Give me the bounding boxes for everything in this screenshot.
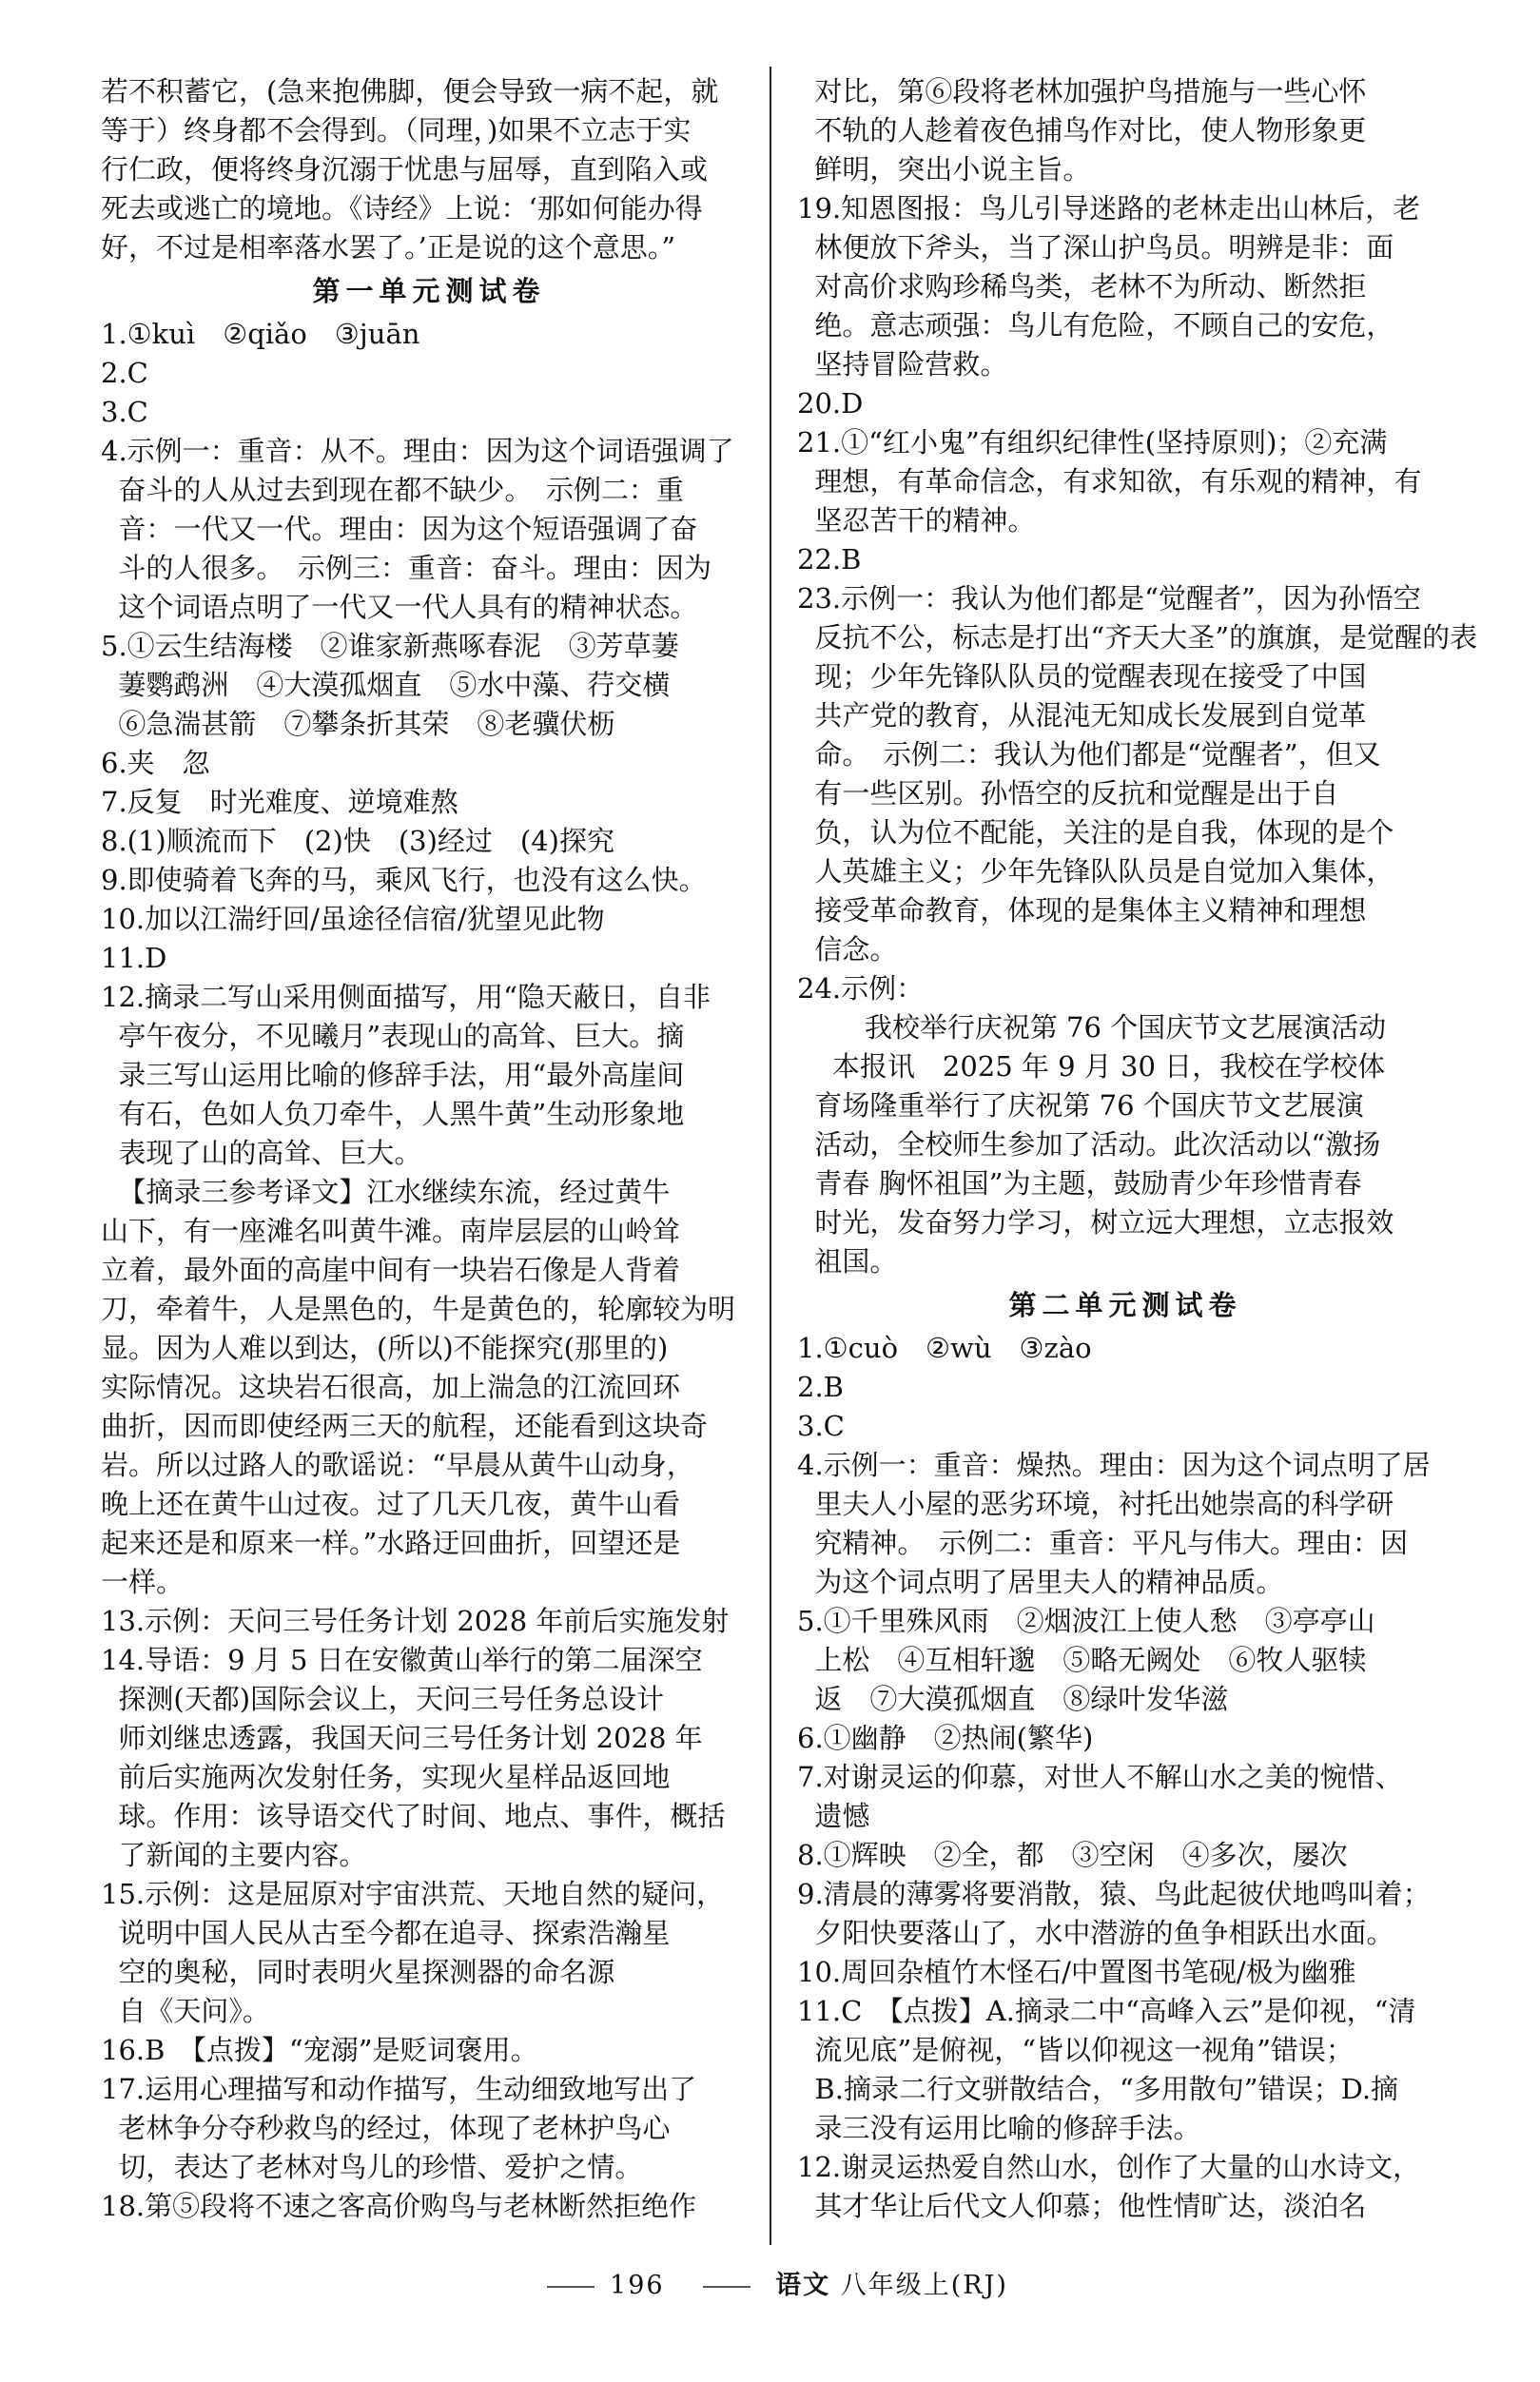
text-line: 3.C [797, 1410, 845, 1442]
text-line: 11.D [101, 942, 167, 974]
text-line: 1.①kuì ②qiǎo ③juān [101, 318, 420, 350]
text-line: 亭午夜分，不见曦月”表现山的高耸、巨大。摘 [101, 1020, 685, 1052]
text-line: 究精神。 示例二：重音：平凡与伟大。理由：因 [797, 1527, 1408, 1559]
text-line: 接受革命教育，体现的是集体主义精神和理想 [797, 894, 1367, 927]
page-footer [0, 2264, 1540, 2301]
text-line: 这个词语点明了一代又一代人具有的精神状态。 [101, 591, 698, 623]
text-line: 刀，牵着牛，人是黑色的，牛是黄色的，轮廓较为明 [101, 1293, 736, 1325]
text-line: 14.导语：9 月 5 日在安徽黄山举行的第二届深空 [101, 1644, 703, 1676]
text-line: 9.清晨的薄雾将要消散，猿、鸟此起彼伏地鸣叫着； [797, 1878, 1431, 1910]
text-line: 2.B [797, 1371, 844, 1403]
text-line: 13.示例：天问三号任务计划 2028 年前后实施发射 [101, 1605, 730, 1637]
text-line: 为这个词点明了居里夫人的精神品质。 [797, 1566, 1284, 1598]
text-line: 12.摘录二写山采用侧面描写，用“隐天蔽日，自非 [101, 981, 711, 1013]
text-line: 8.①辉映 ②全，都 ③空闲 ④多次，屡次 [797, 1839, 1348, 1871]
text-line: 奋斗的人从过去到现在都不缺少。 示例二：重 [101, 474, 684, 506]
text-line: 7.对谢灵运的仰慕，对世人不解山水之美的惋惜、 [797, 1761, 1403, 1793]
text-line: 本报讯 2025 年 9 月 30 日，我校在学校体 [797, 1050, 1386, 1083]
text-line: 遗憾 [797, 1800, 870, 1832]
text-line: 24.示例： [797, 972, 925, 1005]
text-line: 探测(天都)国际会议上，天问三号任务总设计 [101, 1683, 665, 1715]
text-line: 老林争分夺秒救鸟的经过，体现了老林护鸟心 [101, 2112, 671, 2144]
right-column [797, 72, 1478, 2226]
text-line: 表现了山的高耸、巨大。 [101, 1137, 422, 1169]
text-line: 前后实施两次发射任务，实现火星样品返回地 [101, 1761, 671, 1793]
text-line: 对高价求购珍稀鸟类，老林不为所动、断然拒 [797, 270, 1367, 303]
text-line: 5.①千里殊风雨 ②烟波江上使人愁 ③亭亭山 [797, 1605, 1375, 1637]
text-line: 说明中国人民从古至今都在追寻、探索浩瀚星 [101, 1917, 671, 1949]
text-line: 17.运用心理描写和动作描写，生动细致地写出了 [101, 2073, 697, 2105]
text-line: 其才华让后代文人仰慕；他性情旷达，淡泊名 [797, 2190, 1367, 2222]
text-line: 坚忍苦干的精神。 [797, 504, 1036, 537]
section-heading: 第一单元测试卷 [312, 275, 546, 307]
text-line: 21.①“红小鬼”有组织纪律性(坚持原则)；②充满 [797, 426, 1388, 459]
text-line: 19.知恩图报：鸟儿引导迷路的老林走出山林后，老 [797, 192, 1421, 225]
text-line: 7.反复 时光难度、逆境难熬 [101, 786, 458, 818]
text-line: 对比，第⑥段将老林加强护鸟措施与一些心怀 [797, 75, 1367, 107]
text-line: 不轨的人趁着夜色捕鸟作对比，使人物形象更 [797, 114, 1367, 146]
text-line: 录三没有运用比喻的修辞手法。 [797, 2112, 1201, 2144]
text-line: 坚持冒险营救。 [797, 348, 1008, 381]
text-line: 岩。所以过路人的歌谣说：“早晨从黄牛山动身， [101, 1449, 694, 1481]
text-line: 绝。意志顽强：鸟儿有危险，不顾自己的安危， [797, 309, 1394, 342]
text-line: 10.周回杂植竹木怪石/中置图书笔砚/极为幽雅 [797, 1956, 1356, 1988]
text-line: 【摘录三参考译文】江水继续东流，经过黄牛 [101, 1176, 671, 1208]
text-line: 6.①幽静 ②热闹(繁华) [797, 1722, 1094, 1754]
text-line: 时光，发奋努力学习，树立远大理想，立志报效 [797, 1206, 1394, 1239]
text-line: 显。因为人难以到达，(所以)不能探究(那里的) [101, 1332, 669, 1364]
text-line: 里夫人小屋的恶劣环境，衬托出她崇高的科学研 [797, 1488, 1394, 1520]
section-heading: 第二单元测试卷 [1008, 1289, 1242, 1321]
text-line: 返 ⑦大漠孤烟直 ⑧绿叶发华滋 [797, 1683, 1229, 1715]
text-line: 一样。 [101, 1566, 185, 1598]
text-line: 山下，有一座滩名叫黄牛滩。南岸层层的山岭耸 [101, 1215, 681, 1247]
text-line: 录三写山运用比喻的修辞手法，用“最外高崖间 [101, 1059, 685, 1091]
text-line: 晚上还在黄牛山过夜。过了几天几夜，黄牛山看 [101, 1488, 681, 1520]
left-column [101, 72, 757, 2226]
text-line: ⑥急湍甚箭 ⑦攀条折其荣 ⑧老骥伏枥 [101, 708, 615, 740]
text-line: 曲折，因而即使经两三天的航程，还能看到这块奇 [101, 1410, 709, 1442]
text-line: 22.B [797, 543, 862, 576]
text-line: 斗的人很多。 示例三：重音：奋斗。理由：因为 [101, 552, 712, 584]
text-line: 死去或逃亡的境地。《诗经》上说：‘那如何能办得 [101, 192, 703, 225]
text-line: 负，认为位不配能，关注的是自我，体现的是个 [797, 816, 1394, 849]
footer-dash-right [703, 2286, 751, 2288]
text-line: 切，表达了老林对鸟儿的珍惜、爱护之情。 [101, 2151, 643, 2183]
text-line: 9.即使骑着飞奔的马，乘风飞行，也没有这么快。 [101, 864, 707, 896]
news-headline: 我校举行庆祝第 76 个国庆节文艺展演活动 [864, 1011, 1387, 1044]
text-line: 青春 胸怀祖国”为主题，鼓励青少年珍惜青春 [797, 1167, 1362, 1200]
text-line: 立着，最外面的高崖中间有一块岩石像是人背着 [101, 1254, 681, 1286]
text-line: 12.谢灵运热爱自然山水，创作了大量的山水诗文， [797, 2151, 1421, 2183]
text-line: 4.示例一：重音：燥热。理由：因为这个词点明了居 [797, 1449, 1431, 1481]
text-line: 信念。 [797, 933, 898, 966]
text-line: 球。作用：该导语交代了时间、地点、事件，概括 [101, 1800, 726, 1832]
text-line: 了新闻的主要内容。 [101, 1839, 367, 1871]
text-line: 共产党的教育，从混沌无知成长发展到自觉革 [797, 699, 1367, 732]
text-line: 理想，有革命信念，有求知欲，有乐观的精神，有 [797, 465, 1422, 498]
footer-dash-left [547, 2286, 595, 2288]
text-line: 有一些区别。孙悟空的反抗和觉醒是出于自 [797, 777, 1339, 810]
column-divider [770, 67, 771, 2245]
text-line: 活动，全校师生参加了活动。此次活动以“激扬 [797, 1128, 1381, 1161]
text-line: 23.示例一：我认为他们都是“觉醒者”，因为孙悟空 [797, 582, 1421, 615]
text-line: 音：一代又一代。理由：因为这个短语强调了奋 [101, 513, 698, 545]
text-line: 人英雄主义；少年先锋队队员是自觉加入集体， [797, 855, 1394, 888]
text-line: 祖国。 [797, 1245, 898, 1278]
text-line: 空的奥秘，同时表明火星探测器的命名源 [101, 1956, 615, 1988]
text-line: 若不积蓄它，(急来抱佛脚，便会导致一病不起，就 [101, 75, 719, 107]
text-line: 育场隆重举行了庆祝第 76 个国庆节文艺展演 [797, 1089, 1364, 1122]
text-line: 2.C [101, 357, 148, 389]
text-line: 16.B 【点拨】“宠溺”是贬词褒用。 [101, 2034, 538, 2066]
footer-grade: 八年级上(RJ) [840, 2271, 1008, 2300]
text-line: 夕阳快要落山了，水中潜游的鱼争相跃出水面。 [797, 1917, 1394, 1949]
page-number: 196 [610, 2271, 665, 2300]
text-line: 4.示例一：重音：从不。理由：因为这个词语强调了 [101, 435, 734, 467]
text-line: 18.第⑤段将不速之客高价购鸟与老林断然拒绝作 [101, 2190, 697, 2222]
text-line: 10.加以江湍纡回/虽途径信宿/犹望见此物 [101, 903, 605, 935]
text-line: 鲜明，突出小说主旨。 [797, 153, 1091, 185]
text-line: 实际情况。这块岩石很高，加上湍急的江流回环 [101, 1371, 681, 1403]
text-line: 萋鹦鹉洲 ④大漠孤烟直 ⑤水中藻、荇交横 [101, 669, 671, 701]
text-line: 有石，色如人负刀牵牛，人黑牛黄”生动形象地 [101, 1098, 685, 1130]
text-line: 行仁政，便将终身沉溺于忧患与屈辱，直到陷入或 [101, 153, 709, 185]
text-line: 15.示例：这是屈原对宇宙洪荒、天地自然的疑问， [101, 1878, 725, 1910]
text-line: 6.夹 忽 [101, 747, 210, 779]
text-line: 20.D [797, 387, 864, 420]
text-line: 师刘继忠透露，我国天问三号任务计划 2028 年 [101, 1722, 703, 1754]
text-line: 命。 示例二：我认为他们都是“觉醒者”，但又 [797, 738, 1381, 771]
text-line: 11.C 【点拨】A.摘录二中“高峰入云”是仰视，“清 [797, 1995, 1416, 2027]
text-line: B.摘录二行文骈散结合，“多用散句”错误；D.摘 [797, 2073, 1399, 2105]
text-line: 现；少年先锋队队员的觉醒表现在接受了中国 [797, 660, 1367, 693]
text-line: 等于）终身都不会得到。（同理，)如果不立志于实 [101, 114, 692, 146]
text-line: 流见底”是俯视，“皆以仰视这一视角”错误； [797, 2034, 1354, 2066]
text-line: 林便放下斧头，当了深山护鸟员。明辨是非：面 [797, 231, 1394, 264]
text-line: 3.C [101, 396, 148, 428]
text-line: 上松 ④互相轩邈 ⑤略无阙处 ⑥牧人驱犊 [797, 1644, 1367, 1676]
text-line: 8.(1)顺流而下 (2)快 (3)经过 (4)探究 [101, 825, 614, 857]
text-line: 1.①cuò ②wù ③zào [797, 1332, 1092, 1364]
text-line: 反抗不公，标志是打出“齐天大圣”的旗旗，是觉醒的表 [797, 621, 1478, 654]
text-line: 好，不过是相率落水罢了。’正是说的这个意思。” [101, 231, 676, 264]
text-line: 起来还是和原来一样。”水路迂回曲折，回望还是 [101, 1527, 681, 1559]
footer-subject: 语文 [775, 2271, 831, 2300]
text-line: 自《天问》。 [101, 1995, 270, 2027]
text-line: 5.①云生结海楼 ②谁家新燕啄春泥 ③芳草萋 [101, 630, 679, 662]
